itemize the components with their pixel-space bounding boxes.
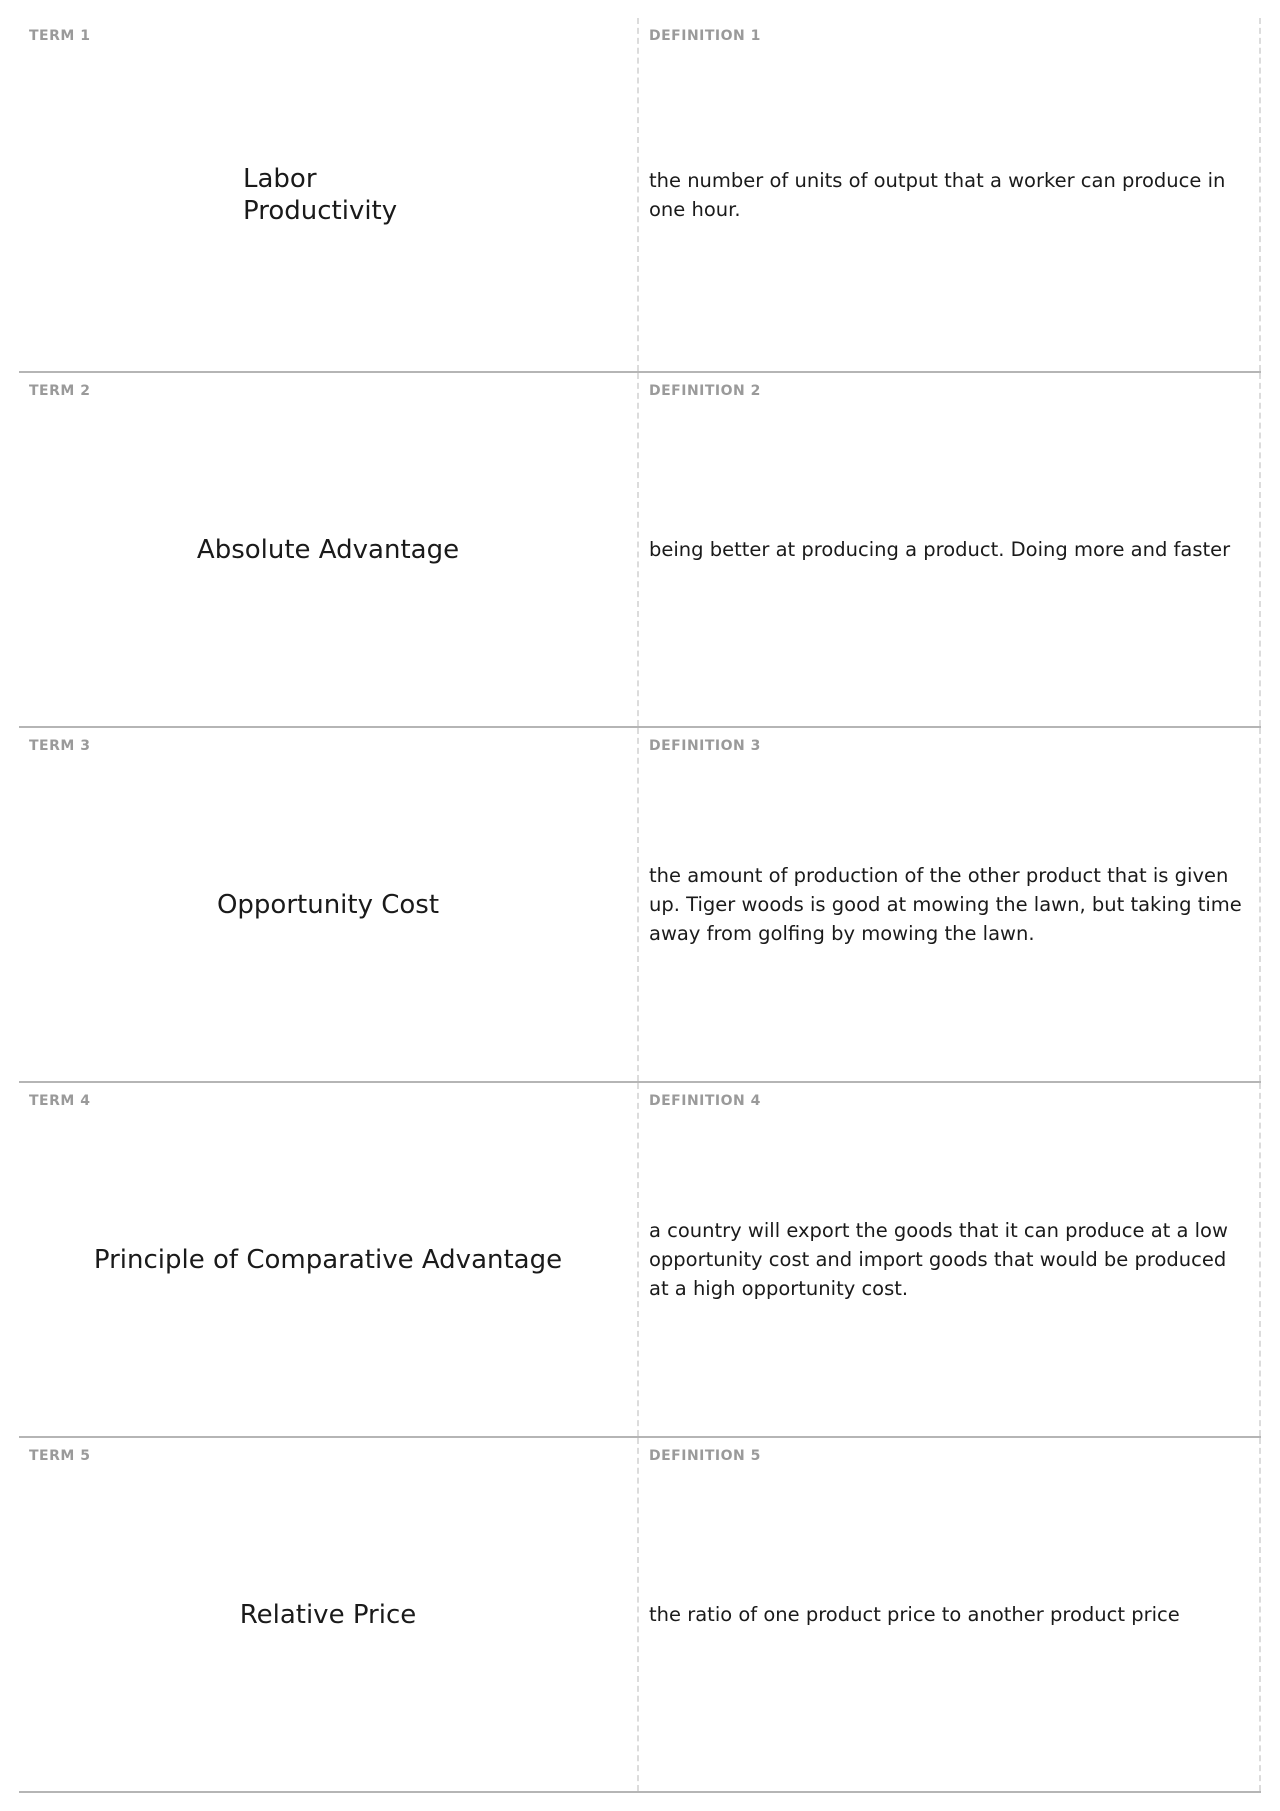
definition-label: DEFINITION 3 xyxy=(649,738,761,754)
definition-value: the number of units of output that a worker can produce in one hour. xyxy=(649,168,1226,221)
definition-cell xyxy=(639,1438,1261,1791)
term-text xyxy=(59,728,597,1081)
flashcard-row xyxy=(19,728,1261,1083)
term-text xyxy=(59,18,597,371)
definition-label: DEFINITION 1 xyxy=(649,28,761,44)
definition-value: the amount of production of the other product that is given up. Tiger woods is good at mowing the lawn, but taking time away from golfing by mowing the lawn. xyxy=(649,864,1242,945)
definition-cell xyxy=(639,1083,1261,1436)
term-cell xyxy=(19,728,639,1081)
definition-cell xyxy=(639,373,1261,726)
term-cell xyxy=(19,1083,639,1436)
definition-value: a country will export the goods that it can produce at a low opportunity cost and import goods that would be produced at a high opportunity cost. xyxy=(649,1219,1228,1300)
term-label: TERM 4 xyxy=(29,1093,91,1109)
definition-text xyxy=(649,373,1251,726)
definition-text xyxy=(649,1438,1251,1791)
definition-value: being better at producing a product. Doing more and faster xyxy=(649,538,1231,561)
term-text xyxy=(59,1083,597,1436)
definition-label: DEFINITION 4 xyxy=(649,1093,761,1109)
definition-text xyxy=(649,18,1251,371)
flashcard-row xyxy=(19,18,1261,373)
term-cell xyxy=(19,18,639,371)
term-label: TERM 5 xyxy=(29,1448,91,1464)
term-text xyxy=(59,1438,597,1791)
flashcard-row xyxy=(19,1083,1261,1438)
definition-text xyxy=(649,1083,1251,1436)
term-value: Labor Productivity xyxy=(243,163,398,226)
term-text xyxy=(59,373,597,726)
term-cell xyxy=(19,373,639,726)
term-label: TERM 2 xyxy=(29,383,91,399)
definition-cell xyxy=(639,728,1261,1081)
term-value: Relative Price xyxy=(239,1599,417,1630)
term-label: TERM 3 xyxy=(29,738,91,754)
term-label: TERM 1 xyxy=(29,28,91,44)
definition-label: DEFINITION 2 xyxy=(649,383,761,399)
flashcard-sheet xyxy=(19,18,1261,1793)
definition-label: DEFINITION 5 xyxy=(649,1448,761,1464)
definition-value: the ratio of one product price to another product price xyxy=(649,1603,1180,1626)
term-value: Principle of Comparative Advantage xyxy=(93,1244,563,1275)
definition-cell xyxy=(639,18,1261,371)
term-cell xyxy=(19,1438,639,1791)
flashcard-row xyxy=(19,373,1261,728)
term-value: Opportunity Cost xyxy=(216,889,440,920)
flashcard-row xyxy=(19,1438,1261,1793)
term-value: Absolute Advantage xyxy=(196,534,460,565)
definition-text xyxy=(649,728,1251,1081)
